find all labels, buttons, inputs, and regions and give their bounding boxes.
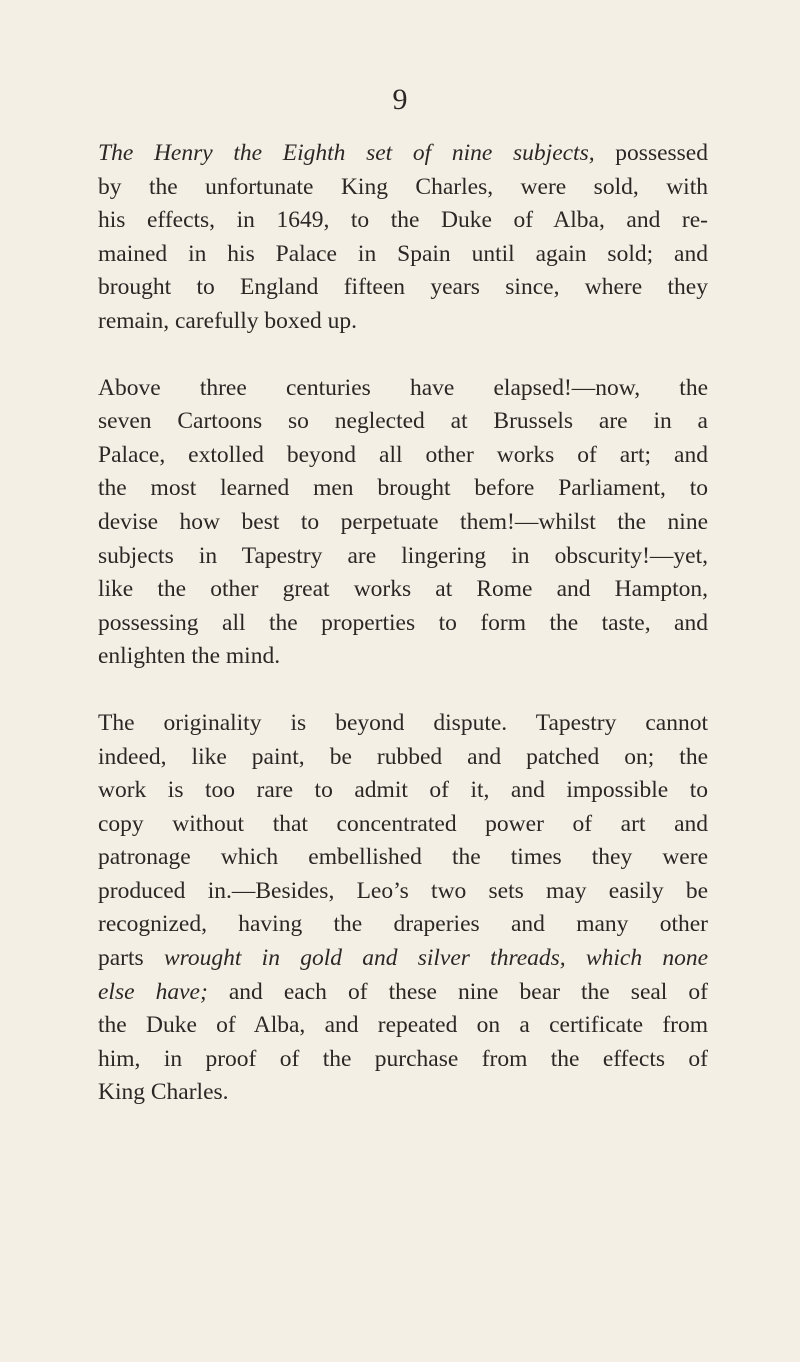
text-line (98, 741, 708, 775)
text-line (98, 908, 708, 942)
text-run: possessing all the properties to form the taste, and (98, 609, 708, 636)
text-line (98, 506, 708, 540)
text-run: enlighten the mind. (98, 643, 281, 670)
text-line (98, 305, 708, 339)
page-number: 9 (392, 83, 408, 116)
text-run: remain, carefully boxed up. (98, 307, 358, 334)
text-run: brought to England fifteen years since, where they (98, 274, 708, 301)
text-run: the most learned men brought before Parliament, to (98, 475, 708, 502)
text-run: copy without that concentrated power of art and (98, 810, 708, 837)
italic-text: wrought in gold and silver threads, which none (163, 945, 708, 972)
text-run: by the unfortunate King Charles, were sold, with (98, 173, 708, 200)
text-line (98, 372, 708, 406)
text-run: like the other great works at Rome and Hampton, (98, 576, 708, 603)
text-line (98, 540, 708, 574)
text-run: and each of these nine bear the seal of (207, 978, 708, 1005)
text-run: him, in proof of the purchase from the effects of (98, 1045, 708, 1072)
text-line (98, 976, 708, 1010)
text-line (98, 271, 708, 305)
text-line (98, 640, 708, 674)
text-run: Palace, extolled beyond all other works of art; and (98, 441, 708, 468)
text-line (98, 137, 708, 171)
text-line (98, 841, 708, 875)
text-run: the Duke of Alba, and repeated on a certificate from (98, 1012, 708, 1039)
text-line (98, 171, 708, 205)
text-run: his effects, in 1649, to the Duke of Alba, and re- (98, 207, 708, 234)
text-line (98, 573, 708, 607)
text-line (98, 1009, 708, 1043)
text-run: parts (98, 945, 164, 972)
text-run: devise how best to perpetuate them!—whilst the nine (98, 508, 708, 535)
italic-text: The Henry the Eighth set of nine subjects, (98, 140, 595, 166)
text-line (98, 1076, 708, 1110)
text-run: produced in.—Besides, Leo’s two sets may easily be (98, 877, 708, 904)
text-line (98, 774, 708, 808)
text-line (98, 405, 708, 439)
text-line (98, 607, 708, 641)
text-line (98, 472, 708, 506)
text-run: recognized, having the draperies and many other (98, 911, 708, 938)
text-run: Above three centuries have elapsed!—now, the (98, 374, 708, 401)
text-line (98, 1043, 708, 1077)
text-run: work is too rare to admit of it, and impossible to (98, 777, 708, 804)
text-line (98, 204, 708, 238)
text-line (98, 942, 708, 976)
text-run: possessed (594, 140, 708, 166)
paragraph-3 (98, 707, 708, 1110)
body-text (98, 137, 708, 1110)
text-line (98, 707, 708, 741)
text-run: seven Cartoons so neglected at Brussels are in a (98, 408, 708, 435)
text-run: The originality is beyond dispute. Tapestry cannot (98, 709, 708, 736)
text-line (98, 875, 708, 909)
text-run: subjects in Tapestry are lingering in obscurity!—yet, (98, 542, 708, 569)
paragraph-1 (98, 137, 708, 339)
text-line (98, 238, 708, 272)
text-run: King Charles. (98, 1079, 229, 1106)
text-run: patronage which embellished the times they were (98, 844, 708, 871)
italic-text: else have; (98, 978, 208, 1005)
text-line (98, 439, 708, 473)
text-run: indeed, like paint, be rubbed and patched on; the (98, 743, 708, 770)
text-run: mained in his Palace in Spain until again sold; and (98, 240, 708, 267)
text-line (98, 808, 708, 842)
paragraph-2 (98, 372, 708, 674)
